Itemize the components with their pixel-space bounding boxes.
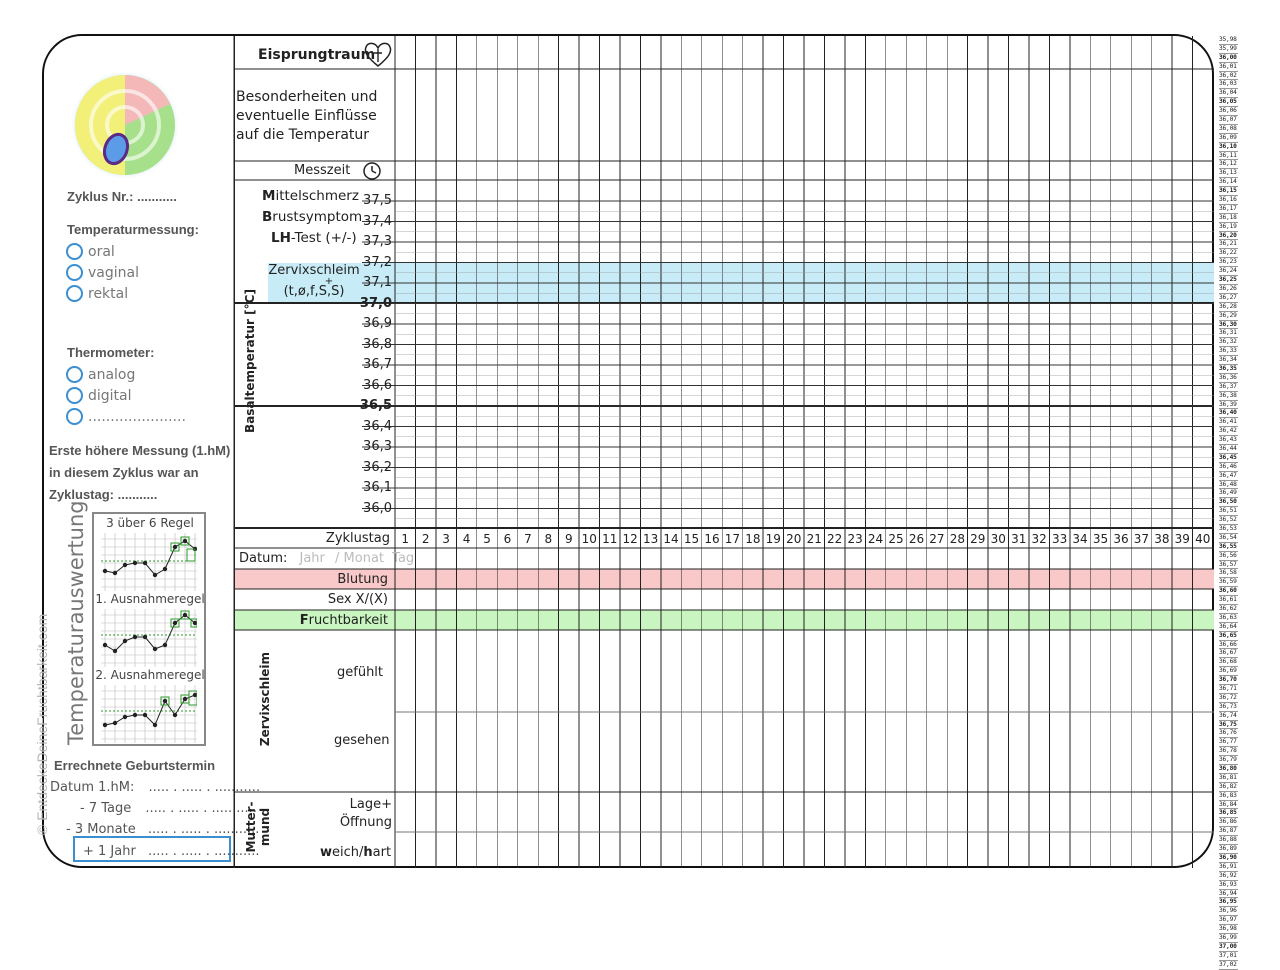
day-number: 1 — [401, 532, 410, 546]
scale-value: 36,79 — [1219, 756, 1237, 764]
day-number: 3 — [442, 532, 450, 546]
scale-value: 36,23 — [1219, 258, 1237, 266]
scale-value: 36,34 — [1219, 356, 1237, 364]
symptoms-labels — [262, 186, 362, 249]
scale-value: 36,56 — [1219, 551, 1237, 559]
cycle-number-field[interactable]: Zyklus Nr.: ........... — [67, 189, 177, 204]
temp-tick-label: 36,7 — [363, 357, 392, 372]
scale-value: 36,12 — [1219, 160, 1237, 168]
temp-tick-label: 36,9 — [363, 316, 392, 331]
day-number: 35 — [1092, 532, 1109, 546]
scale-value: 36,11 — [1219, 151, 1237, 159]
temp-measurement-heading: Temperaturmessung: — [67, 222, 199, 237]
scale-value: 36,28 — [1219, 302, 1237, 310]
scale-value: 36,19 — [1219, 222, 1237, 230]
radio-digital[interactable]: digital — [66, 385, 132, 404]
scale-value: 36,67 — [1219, 649, 1237, 657]
day-number: 29 — [970, 532, 986, 546]
bleeding-label: Blutung — [337, 572, 388, 587]
radio-rektal[interactable]: rektal — [66, 283, 128, 302]
scale-value: 36,85 — [1219, 809, 1237, 817]
birth-row-minus3m[interactable]: - 3 Monate ..... . ..... . ........... — [66, 822, 260, 837]
day-number: 24 — [867, 532, 884, 546]
day-number: 37 — [1133, 532, 1150, 546]
rule-label-3: 2. Ausnahmeregel — [95, 668, 205, 682]
scale-value: 36,38 — [1219, 391, 1237, 399]
radio-oral[interactable]: oral — [66, 241, 115, 260]
scale-value: 36,13 — [1219, 169, 1237, 177]
scale-value: 36,05 — [1219, 98, 1237, 106]
scale-value: 36,29 — [1219, 311, 1237, 319]
day-number: 5 — [483, 532, 491, 546]
scale-value: 36,44 — [1219, 444, 1237, 452]
day-number: 20 — [786, 532, 802, 546]
temp-tick-label: 37,0 — [359, 295, 392, 311]
scale-value: 36,90 — [1219, 853, 1237, 861]
scale-value: 36,72 — [1219, 693, 1237, 701]
scale-value: 36,88 — [1219, 836, 1237, 844]
birth-row-1hm[interactable]: Datum 1.hM: ..... . ..... . ........... — [50, 780, 261, 795]
day-number: 30 — [990, 532, 1006, 546]
day-number: 16 — [704, 532, 720, 546]
birth-row-minus7[interactable]: - 7 Tage ..... . ..... . ........... — [80, 801, 257, 816]
scale-value: 36,80 — [1219, 765, 1237, 773]
scale-value: 36,89 — [1219, 845, 1237, 853]
scale-value: 36,96 — [1219, 907, 1237, 915]
scale-value: 36,41 — [1219, 418, 1237, 426]
scale-value: 36,21 — [1219, 240, 1237, 248]
measure-time-label: Messzeit — [294, 163, 351, 178]
scale-value: 36,42 — [1219, 427, 1237, 435]
temp-tick-label: 37,1 — [363, 275, 392, 290]
scale-value: 37,02 — [1219, 960, 1237, 968]
temp-tick-label: 36,0 — [363, 500, 392, 516]
breast-label: Brustsymptom — [262, 209, 363, 225]
scale-value: 36,17 — [1219, 204, 1237, 212]
day-number: 23 — [847, 532, 863, 546]
day-number: 14 — [663, 532, 679, 546]
scale-value: 36,73 — [1219, 702, 1237, 710]
day-number: 15 — [683, 532, 700, 546]
mucus-section-label: Zervixschleim — [258, 651, 272, 747]
scale-value: 36,63 — [1219, 613, 1237, 621]
position-label: Lage+ Öffnung — [339, 797, 392, 830]
scale-value: 36,91 — [1219, 862, 1237, 870]
scale-value: 36,95 — [1219, 898, 1237, 906]
scale-value: 36,61 — [1219, 596, 1237, 604]
temp-axis-label: Basaltemperatur [°C] — [243, 289, 257, 433]
scale-value: 36,86 — [1219, 818, 1237, 826]
seen-label: gesehen — [334, 733, 390, 748]
temp-tick-label: 36,6 — [363, 377, 392, 393]
day-number: 13 — [642, 532, 659, 546]
scale-value: 36,99 — [1219, 933, 1237, 941]
scale-value: 36,08 — [1219, 124, 1237, 132]
scale-value: 36,15 — [1219, 187, 1237, 195]
day-number: 34 — [1072, 532, 1088, 546]
day-number: 9 — [564, 532, 573, 546]
mucus-top-label: Zervixschleim + (t,ø,f,S,S) — [268, 263, 360, 299]
temp-tick-label: 36,3 — [363, 439, 392, 454]
scale-value: 36,24 — [1219, 267, 1237, 275]
scale-value: 36,39 — [1219, 400, 1237, 408]
scale-value: 36,75 — [1219, 720, 1237, 728]
scale-value: 36,03 — [1219, 80, 1237, 88]
scale-value: 36,07 — [1219, 116, 1237, 124]
scale-value: 36,36 — [1219, 373, 1237, 381]
day-number: 21 — [806, 532, 822, 546]
day-number: 10 — [581, 532, 597, 546]
scale-value: 36,82 — [1219, 782, 1237, 790]
midpain-label: Mittelschmerz — [262, 188, 359, 204]
scale-value: 36,46 — [1219, 462, 1237, 470]
scale-value: 36,01 — [1219, 62, 1237, 70]
scale-value: 36,87 — [1219, 827, 1237, 835]
notes-label: Besonderheiten und eventuelle Einflüsse auf die Temperatur — [236, 89, 378, 143]
day-number: 12 — [622, 532, 638, 546]
scale-value: 36,64 — [1219, 622, 1237, 630]
scale-value: 36,33 — [1219, 347, 1237, 355]
scale-value: 36,92 — [1219, 871, 1237, 879]
scale-value: 36,20 — [1219, 231, 1237, 239]
scale-value: 36,76 — [1219, 729, 1237, 737]
day-number: 28 — [949, 532, 965, 546]
day-number: 17 — [724, 532, 741, 546]
day-number: 2 — [421, 532, 430, 546]
scale-value: 36,27 — [1219, 293, 1237, 301]
radio-vaginal[interactable]: vaginal — [66, 262, 139, 281]
cervix-label: Mutter- mund — [244, 801, 272, 853]
cycle-day-label: Zyklustag — [325, 531, 390, 546]
scale-value: 36,78 — [1219, 747, 1237, 755]
radio-other[interactable]: ...................... — [66, 406, 186, 425]
rule-label-2: 1. Ausnahmeregel — [95, 592, 205, 606]
scale-value: 36,26 — [1219, 284, 1237, 292]
thermometer-heading: Thermometer: — [67, 345, 155, 360]
scale-value: 36,31 — [1219, 329, 1237, 337]
scale-value: 36,84 — [1219, 800, 1237, 808]
scale-value: 36,49 — [1219, 489, 1237, 497]
scale-value: 36,50 — [1219, 498, 1237, 506]
fine-temp-scale — [1219, 36, 1238, 970]
scale-value: 36,48 — [1219, 480, 1237, 488]
scale-value: 36,97 — [1219, 916, 1237, 924]
birth-date-heading: Errechnete Geburtstermin — [54, 758, 216, 773]
scale-value: 36,66 — [1219, 640, 1237, 648]
day-number: 6 — [503, 532, 512, 546]
scale-value: 36,77 — [1219, 738, 1237, 746]
scale-value: 36,51 — [1219, 507, 1237, 515]
softness-label: weich/hart — [320, 845, 392, 860]
scale-value: 36,58 — [1219, 569, 1237, 577]
radio-analog[interactable]: analog — [66, 364, 135, 383]
scale-value: 36,54 — [1219, 533, 1237, 541]
temp-tick-label: 36,2 — [363, 459, 392, 475]
scale-value: 36,94 — [1219, 889, 1237, 897]
scale-value: 36,10 — [1219, 142, 1237, 150]
scale-value: 36,22 — [1219, 249, 1237, 257]
scale-value: 35,98 — [1219, 36, 1237, 43]
scale-value: 36,45 — [1219, 453, 1237, 461]
temp-tick-label: 37,5 — [363, 193, 392, 208]
day-number: 31 — [1011, 532, 1027, 546]
sex-label: Sex X/(X) — [327, 592, 388, 607]
fertility-label: Fruchtbarkeit — [299, 613, 388, 628]
scale-value: 36,70 — [1219, 676, 1237, 684]
scale-value: 36,59 — [1219, 578, 1237, 586]
scale-value: 36,60 — [1219, 587, 1237, 595]
day-number: 27 — [929, 532, 945, 546]
scale-value: 36,16 — [1219, 196, 1237, 204]
temp-tick-label: 37,4 — [363, 213, 392, 229]
rule-label-1: 3 über 6 Regel — [106, 516, 194, 530]
scale-value: 35,99 — [1219, 44, 1237, 52]
day-number: 18 — [745, 532, 761, 546]
evaluation-title: Temperaturauswertung — [64, 500, 88, 745]
scale-value: 36,30 — [1219, 320, 1237, 328]
scale-value: 36,83 — [1219, 791, 1237, 799]
temp-tick-label: 36,4 — [363, 418, 392, 434]
scale-value: 36,93 — [1219, 880, 1237, 888]
scale-value: 36,06 — [1219, 107, 1237, 115]
scale-value: 36,47 — [1219, 471, 1237, 479]
day-number: 4 — [462, 532, 471, 546]
felt-label: gefühlt — [337, 665, 384, 680]
scale-value: 36,74 — [1219, 711, 1237, 719]
scale-value: 36,57 — [1219, 560, 1237, 568]
scale-value: 36,37 — [1219, 382, 1237, 390]
heart-icon — [363, 40, 393, 68]
day-number: 26 — [908, 532, 925, 546]
clock-icon — [362, 161, 382, 181]
day-number: 25 — [888, 532, 904, 546]
scale-value: 36,98 — [1219, 925, 1237, 933]
scale-value: 36,81 — [1219, 773, 1237, 781]
day-number: 39 — [1174, 532, 1190, 546]
first-higher-measurement: Erste höhere Messung (1.hM) in diesem Zyklus war an Zyklustag: ........... — [49, 443, 231, 502]
day-number: 7 — [524, 532, 532, 546]
temp-tick-label: 37,3 — [363, 234, 392, 249]
scale-value: 36,65 — [1219, 631, 1237, 639]
scale-value: 36,02 — [1219, 71, 1237, 79]
scale-value: 36,68 — [1219, 658, 1237, 666]
scale-value: 36,32 — [1219, 338, 1237, 346]
day-number: 38 — [1154, 532, 1170, 546]
scale-value: 36,40 — [1219, 409, 1237, 417]
scale-value: 36,55 — [1219, 542, 1237, 550]
birth-row-plus1y[interactable]: + 1 Jahr ..... . ..... . ........... — [73, 836, 231, 862]
scale-value: 36,71 — [1219, 685, 1237, 693]
day-number: 33 — [1051, 532, 1068, 546]
date-row-label: Datum: Jahr / Monat Tag — [239, 551, 415, 566]
scale-value: 36,35 — [1219, 364, 1237, 372]
scale-value: 37,01 — [1219, 951, 1237, 959]
day-number: 32 — [1031, 532, 1047, 546]
scale-value: 36,14 — [1219, 178, 1237, 186]
scale-value: 36,62 — [1219, 605, 1237, 612]
scale-value: 36,69 — [1219, 667, 1237, 675]
day-number: 19 — [765, 532, 781, 546]
scale-value: 36,00 — [1219, 53, 1237, 61]
temp-tick-label: 36,1 — [363, 480, 392, 495]
scale-value: 37,00 — [1219, 942, 1237, 950]
scale-value: 36,25 — [1219, 276, 1237, 284]
temp-tick-label: 36,8 — [363, 336, 392, 352]
day-number: 22 — [827, 532, 843, 546]
scale-value: 36,53 — [1219, 524, 1237, 532]
scale-value: 36,09 — [1219, 133, 1237, 141]
day-number: 40 — [1195, 532, 1211, 546]
scale-value: 36,52 — [1219, 516, 1237, 524]
scale-value: 36,04 — [1219, 89, 1237, 97]
lh-test-label: LH-Test (+/-) — [271, 230, 357, 246]
scale-value: 36,18 — [1219, 213, 1237, 221]
day-number: 36 — [1113, 532, 1129, 546]
scale-value: 36,43 — [1219, 436, 1237, 444]
copyright-text: © EntdeckeDeineFruchtbarkeit.com — [34, 613, 50, 835]
day-number: 8 — [544, 532, 553, 546]
dream-label: Eisprungtraum — [258, 47, 376, 63]
temp-tick-label: 36,5 — [359, 398, 392, 413]
day-number: 11 — [602, 532, 618, 546]
temp-tick-label: 37,2 — [363, 254, 392, 270]
